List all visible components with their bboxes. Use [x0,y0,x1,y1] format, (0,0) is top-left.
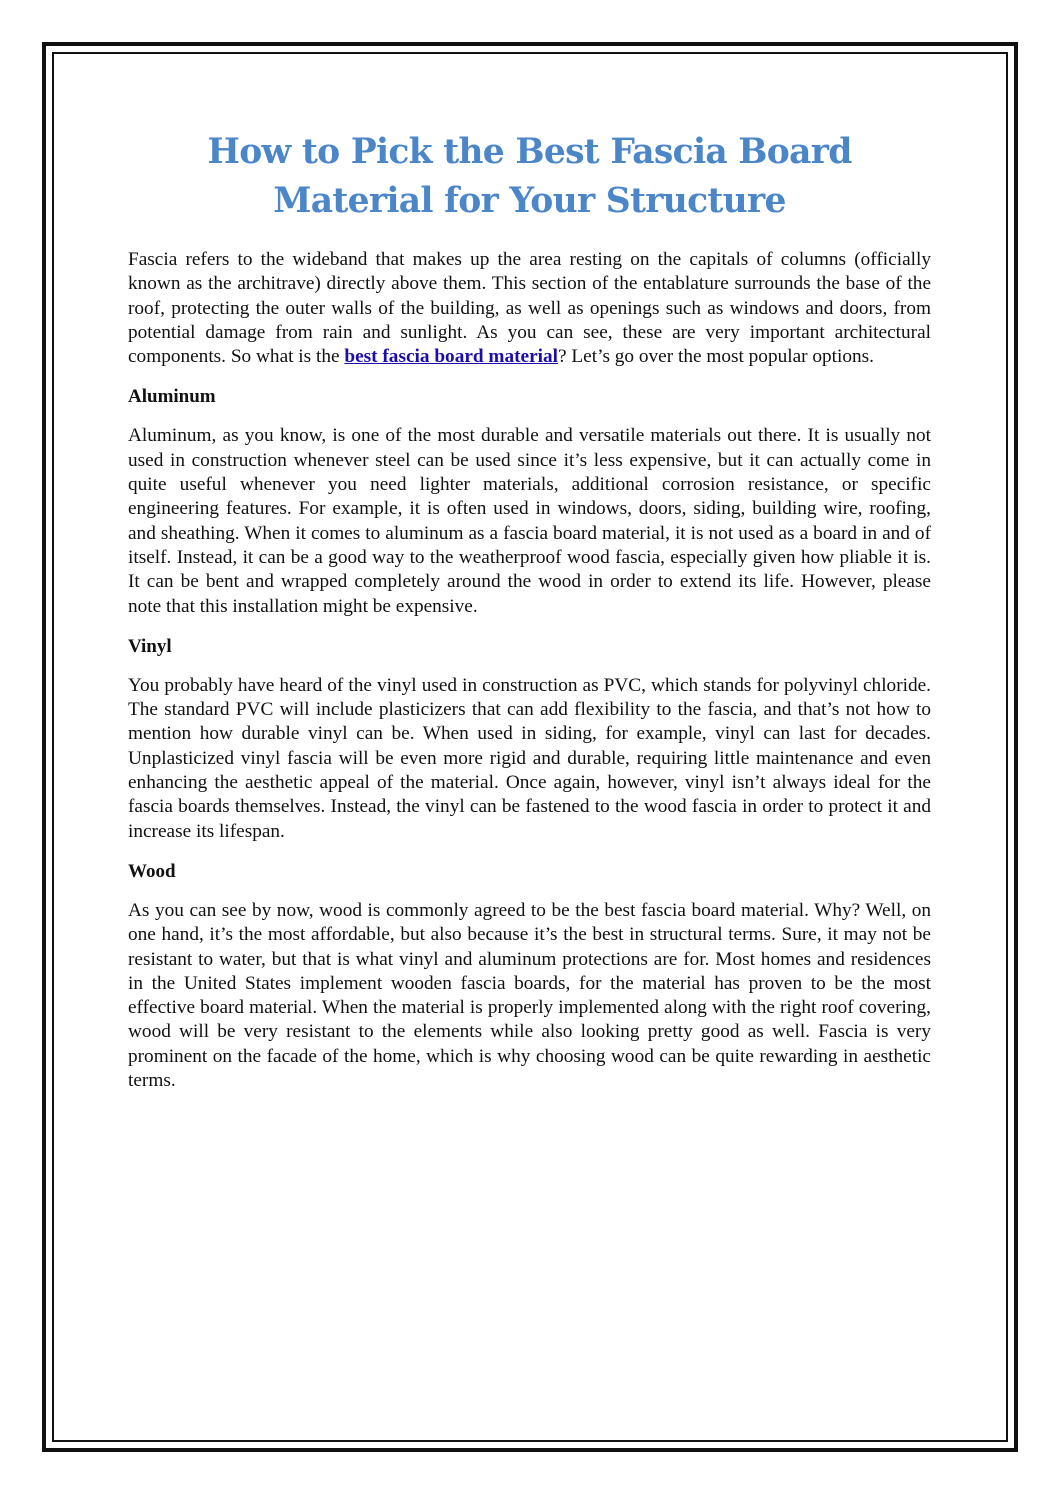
best-fascia-board-material-link[interactable]: best fascia board material [344,346,559,368]
intro-text-end: ? Let’s go over the most popular options. [558,346,874,368]
intro-text: Fascia refers to the wideband that makes up the area resting on the capitals of columns (officially known as the architrave) directly above them. This section of the entablature surrounds the base of the roof, protecting the outer walls of the building, as well as openings such as windows and doors, from potential damage from rain and sunlight. As you can see, these are very important architectural components. So what is the [128,249,931,368]
section-heading-wood: Wood [128,860,176,882]
section-heading-vinyl: Vinyl [128,635,172,657]
section-body-wood: As you can see by now, wood is commonly agreed to be the best fascia board material. Why? Well, on one hand, it’s the most affordable, but also because it’s the best in structural terms. Sure, it may not be resistant to water, but that is what vinyl and aluminum protections are for. Most homes and residences in the United States implement wooden fascia boards, for the material has proven to be the most effective board material. When the material is properly implemented along with the right roof covering, wood will be very resistant to the elements while also looking pretty good as well. Fascia is very prominent on the facade of the home, which is why choosing wood can be quite rewarding in aesthetic terms. [128,899,931,1092]
section-heading-aluminum: Aluminum [128,386,216,408]
page-title: How to Pick the Best Fascia Board Material for Your Structure [207,132,852,221]
document-content [128,128,931,1109]
section-body-aluminum: Aluminum, as you know, is one of the most durable and versatile materials out there. It is usually not used in construction whenever steel can be used since it’s less expensive, but it can actually come in quite useful whenever you need lighter materials, additional corrosion resistance, or specific engineering features. For example, it is often used in windows, doors, siding, building wire, roofing, and sheathing. When it comes to aluminum as a fascia board material, it is not used as a board in and of itself. Instead, it can be a good way to the weatherproof wood fascia, especially given how pliable it is. It can be bent and wrapped completely around the wood in order to extend its life. However, please note that this installation might be expensive. [128,425,931,617]
intro-paragraph [128,248,931,369]
section-body-vinyl: You probably have heard of the vinyl used in construction as PVC, which stands for polyvinyl chloride. The standard PVC will include plasticizers that can add flexibility to the fascia, and that’s not how to mention how durable vinyl can be. When used in siding, for example, vinyl can last for decades. Unplasticized vinyl fascia will be even more rigid and durable, requiring little maintenance and even enhancing the aesthetic appeal of the material. Once again, however, vinyl isn’t always ideal for the fascia boards themselves. Instead, the vinyl can be fastened to the wood fascia in order to protect it and increase its lifespan. [128,674,931,842]
